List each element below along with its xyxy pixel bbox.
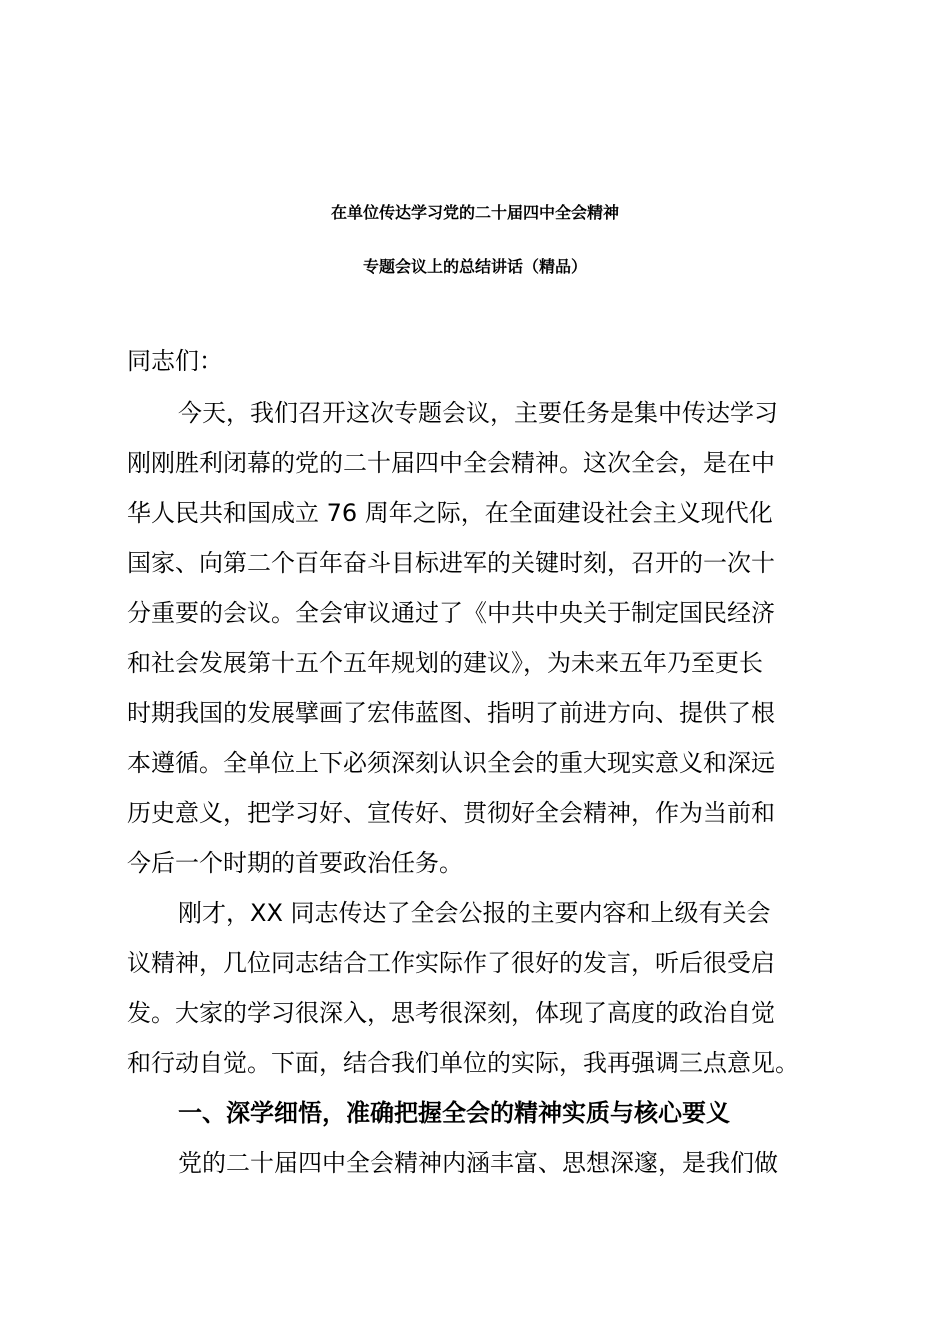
paragraph-1-line: 时期我国的发展擘画了宏伟蓝图、指明了前进方向、提供了根 [127,699,775,727]
paragraph-1-line: 今后一个时期的首要政治任务。 [127,849,463,877]
document-title-line-1: 在单位传达学习党的二十届四中全会精神 [330,203,619,222]
paragraph-1-line: 和社会发展第十五个五年规划的建议》，为未来五年乃至更长 [127,649,763,677]
paragraph-1-line: 本遵循。全单位上下必须深刻认识全会的重大现实意义和深远 [127,749,775,777]
salutation: 同志们： [127,347,223,375]
paragraph-2-line: 议精神，几位同志结合工作实际作了很好的发言，听后很受启 [127,949,775,977]
paragraph-2-line: 发。大家的学习很深入，思考很深刻，体现了高度的政治自觉 [127,999,775,1027]
paragraph-1-line: 国家、向第二个百年奋斗目标进军的关键时刻，召开的一次十 [127,549,775,577]
paragraph-2-line: 刚才，XX 同志传达了全会公报的主要内容和上级有关会 [178,899,771,927]
paragraph-1-line: 今天，我们召开这次专题会议，主要任务是集中传达学习 [178,399,778,427]
paragraph-1-line: 分重要的会议。全会审议通过了《中共中央关于制定国民经济 [127,599,775,627]
paragraph-1-line: 华人民共和国成立 76 周年之际，在全面建设社会主义现代化 [127,499,773,527]
paragraph-1-line: 刚刚胜利闭幕的党的二十届四中全会精神。这次全会，是在中 [127,449,775,477]
section-1-heading: 一、深学细悟，准确把握全会的精神实质与核心要义 [178,1099,730,1127]
document-title-line-2: 专题会议上的总结讲话（精品） [362,257,587,276]
paragraph-2-line: 和行动自觉。下面，结合我们单位的实际，我再强调三点意见。 [127,1049,799,1077]
paragraph-3-line: 党的二十届四中全会精神内涵丰富、思想深邃，是我们做 [178,1149,778,1177]
paragraph-1-line: 历史意义，把学习好、宣传好、贯彻好全会精神，作为当前和 [127,799,775,827]
